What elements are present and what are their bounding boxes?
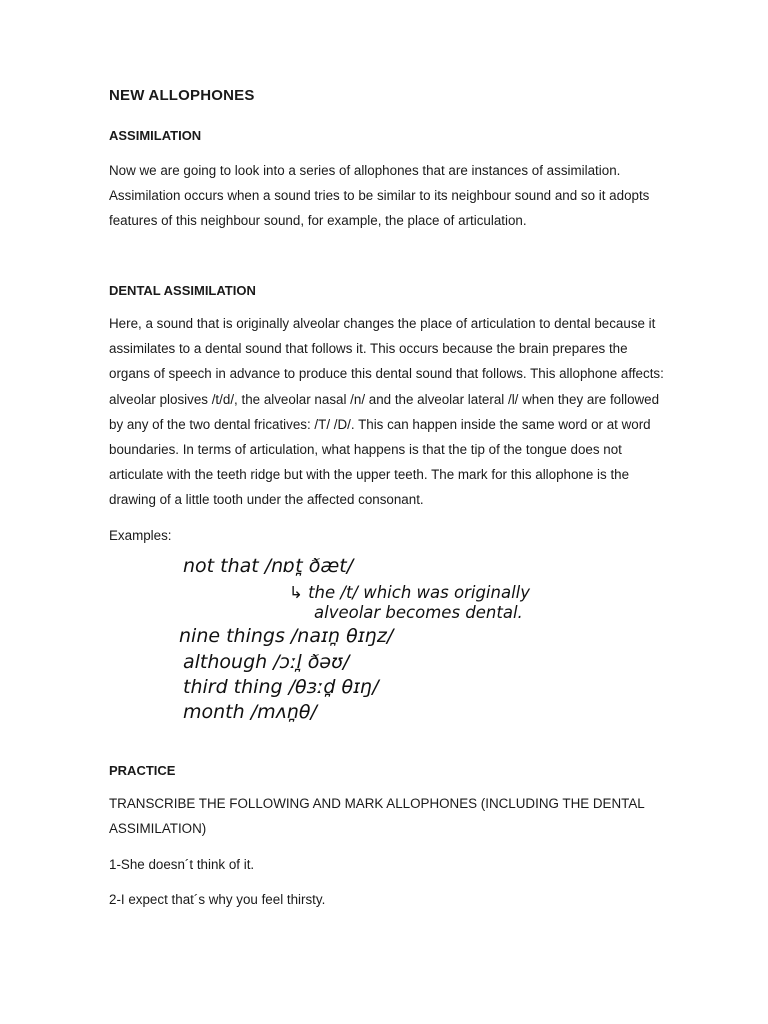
practice-item-2: 2-I expect that´s why you feel thirsty. [109, 892, 326, 907]
example-not-that: not that /nɒt̪ ðæt/ [183, 555, 354, 577]
practice-instruction: TRANSCRIBE THE FOLLOWING AND MARK ALLOPHONES (INCLUDING THE DENTAL ASSIMILATION) [109, 796, 645, 837]
example-note-line-2: alveolar becomes dental. [314, 603, 523, 622]
example-third-thing: third thing /θɜːd̪ θɪŋ/ [183, 676, 379, 698]
dental-assimilation-paragraph: Here, a sound that is originally alveolar changes the place of articulation to dental because it assimilates to a dental sound that follows it. This occurs because the brain prepares the organs of speech in advance to produce this dental sound that follows. This allophone affects: alveolar plosives /t/d/, the alveolar nasal /n/ and the alveolar lateral /l/ when they are followed by any of the two dental fricatives: /T/ /D/. This can happen inside the same word or at word boundaries. In terms of articulation, what happens is that the tip of the tongue does not articulate with the teeth ridge but with the upper teeth. The mark for this allophone is the drawing of a little tooth under the affected consonant. [109, 316, 664, 508]
document-title: NEW ALLOPHONES [109, 87, 255, 104]
practice-item-1: 1-She doesn´t think of it. [109, 857, 255, 872]
example-month: month /mʌn̪θ/ [183, 701, 317, 723]
assimilation-heading: ASSIMILATION [109, 128, 202, 143]
examples-label: Examples: [109, 528, 172, 543]
handwritten-examples-image [169, 546, 606, 726]
dental-assimilation-heading: DENTAL ASSIMILATION [109, 283, 256, 298]
practice-heading: PRACTICE [109, 763, 176, 778]
handwritten-examples-svg [169, 546, 606, 726]
assimilation-paragraph: Now we are going to look into a series of allophones that are instances of assimilation. Assimilation occurs when a sound tries to be similar to its neighbour sound and so it adopts features of this neighbour sound, for example, the place of articulation. [109, 163, 650, 229]
example-nine-things: nine things /naɪn̪ θɪŋz/ [179, 625, 394, 647]
example-although: although /ɔːl̪ ðəʊ/ [183, 651, 350, 673]
example-note-line-1: ↳ the /t/ which was originally [289, 583, 531, 602]
